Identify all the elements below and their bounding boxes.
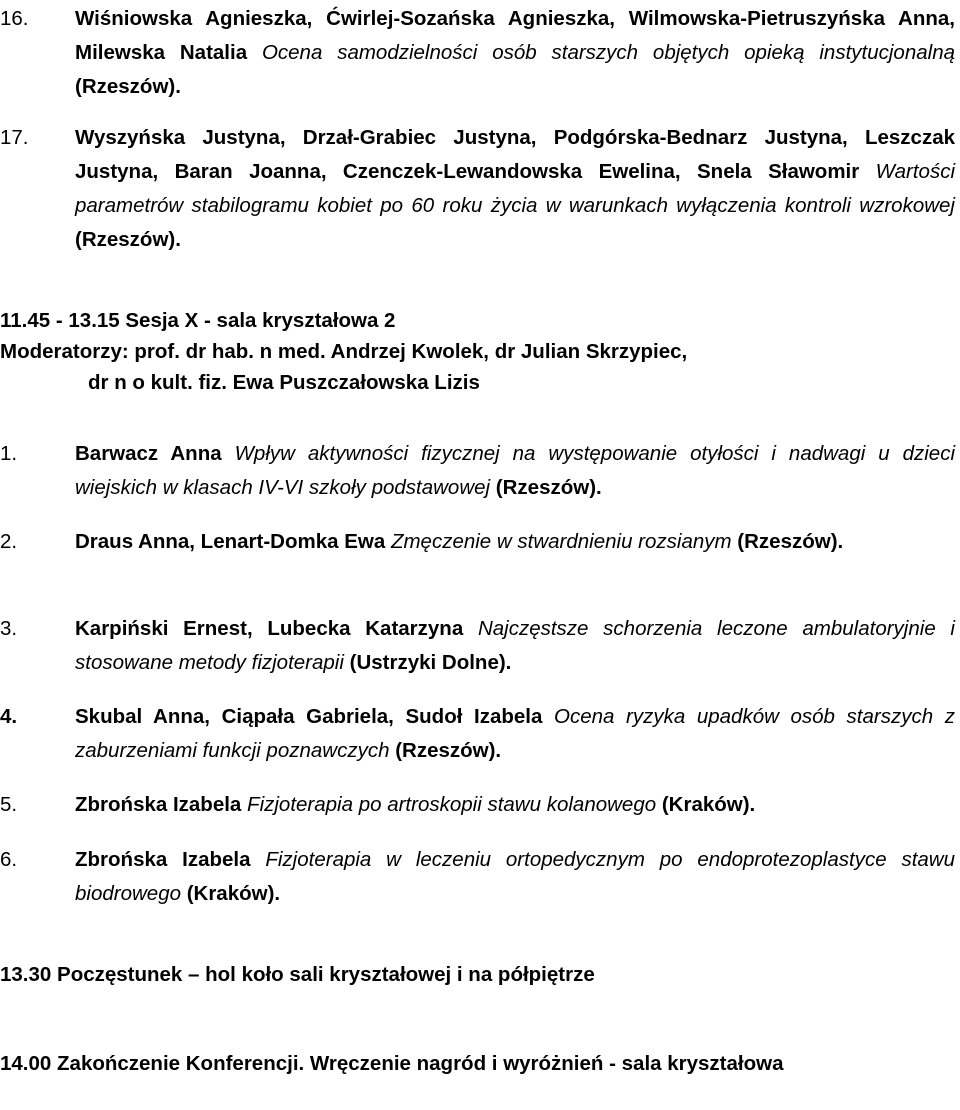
entry-title: Fizjoterapia w leczeniu ortopedycznym po endoprotezoplastyce stawu biodrowego [75, 848, 955, 905]
entry-title: Wpływ aktywności fizycznej na występowanie otyłości i nadwagi u dzieci wiejskich w klasach IV-VI szkoły podstawowej [75, 442, 955, 499]
agenda-item-lunch [0, 958, 955, 991]
entry-number: 17. [0, 126, 29, 149]
session-header [0, 305, 687, 398]
agenda-item-closing [0, 1047, 955, 1080]
entry-number: 6. [0, 848, 18, 871]
agenda-text: Poczęstunek – hol koło sali kryształowej i na półpiętrze [57, 963, 595, 986]
entry-authors: Wyszyńska Justyna, Drzał-Grabiec Justyna, Podgórska-Bednarz Justyna, Leszczak Justyna, Baran Joanna, Czenczek-Lewandowska Ewelina, Snela Sławomir [75, 126, 955, 183]
entry-place: (Rzeszów). [75, 228, 181, 251]
entry-place: (Rzeszów). [75, 75, 181, 98]
entry-place: (Rzeszów). [395, 739, 502, 762]
entry-title: Ocena ryzyka upadków osób starszych z zaburzeniami funkcji poznawczych [75, 705, 955, 762]
entry-title: Wartości parametrów stabilogramu kobiet po 60 roku życia w warunkach wyłączenia kontroli wzrokowej [75, 160, 955, 217]
entry-authors: Karpiński Ernest, Lubecka Katarzyna [75, 617, 464, 640]
entry-authors: Zbrońska Izabela [75, 848, 251, 871]
entry-number: 5. [0, 793, 18, 816]
agenda-time: 14.00 [0, 1052, 52, 1075]
entry-number: 4. [0, 705, 18, 728]
entry-title: Najczęstsze schorzenia leczone ambulatoryjnie i stosowane metody fizjoterapii [75, 617, 955, 674]
session-title: 11.45 - 13.15 Sesja X - sala kryształowa 2 [0, 309, 396, 332]
agenda-time: 13.30 [0, 963, 52, 986]
entry-authors: Wiśniowska Agnieszka, Ćwirlej-Sozańska Agnieszka, Wilmowska-Pietruszyńska Anna, Milewska Natalia [75, 7, 955, 64]
entry-title: Fizjoterapia po artroskopii stawu kolanowego [247, 793, 657, 816]
entry-authors: Draus Anna, Lenart-Domka Ewa [75, 530, 386, 553]
entry-place: (Ustrzyki Dolne). [349, 651, 512, 674]
entry-authors: Zbrońska Izabela [75, 793, 242, 816]
entry-number: 2. [0, 530, 18, 553]
entry-place: (Rzeszów). [737, 530, 844, 553]
entry-place: (Kraków). [661, 793, 756, 816]
entry-place: (Rzeszów). [495, 476, 602, 499]
entry-number: 3. [0, 617, 18, 640]
entry-number: 16. [0, 7, 29, 30]
session-moderators-cont: dr n o kult. fiz. Ewa Puszczałowska Lizis [88, 371, 480, 394]
entry-title: Ocena samodzielności osób starszych objętych opieką instytucjonalną [261, 41, 955, 64]
entry-authors: Skubal Anna, Ciąpała Gabriela, Sudoł Izabela [75, 705, 543, 728]
entry-authors: Barwacz Anna [75, 442, 222, 465]
entry-title: Zmęczenie w stwardnieniu rozsianym [390, 530, 732, 553]
entry-place: (Kraków). [186, 882, 281, 905]
entry-number: 1. [0, 442, 18, 465]
session-moderators: Moderatorzy: prof. dr hab. n med. Andrzej Kwolek, dr Julian Skrzypiec, [0, 340, 688, 363]
agenda-text: Zakończenie Konferencji. Wręczenie nagród i wyróżnień - sala kryształowa [57, 1052, 784, 1075]
